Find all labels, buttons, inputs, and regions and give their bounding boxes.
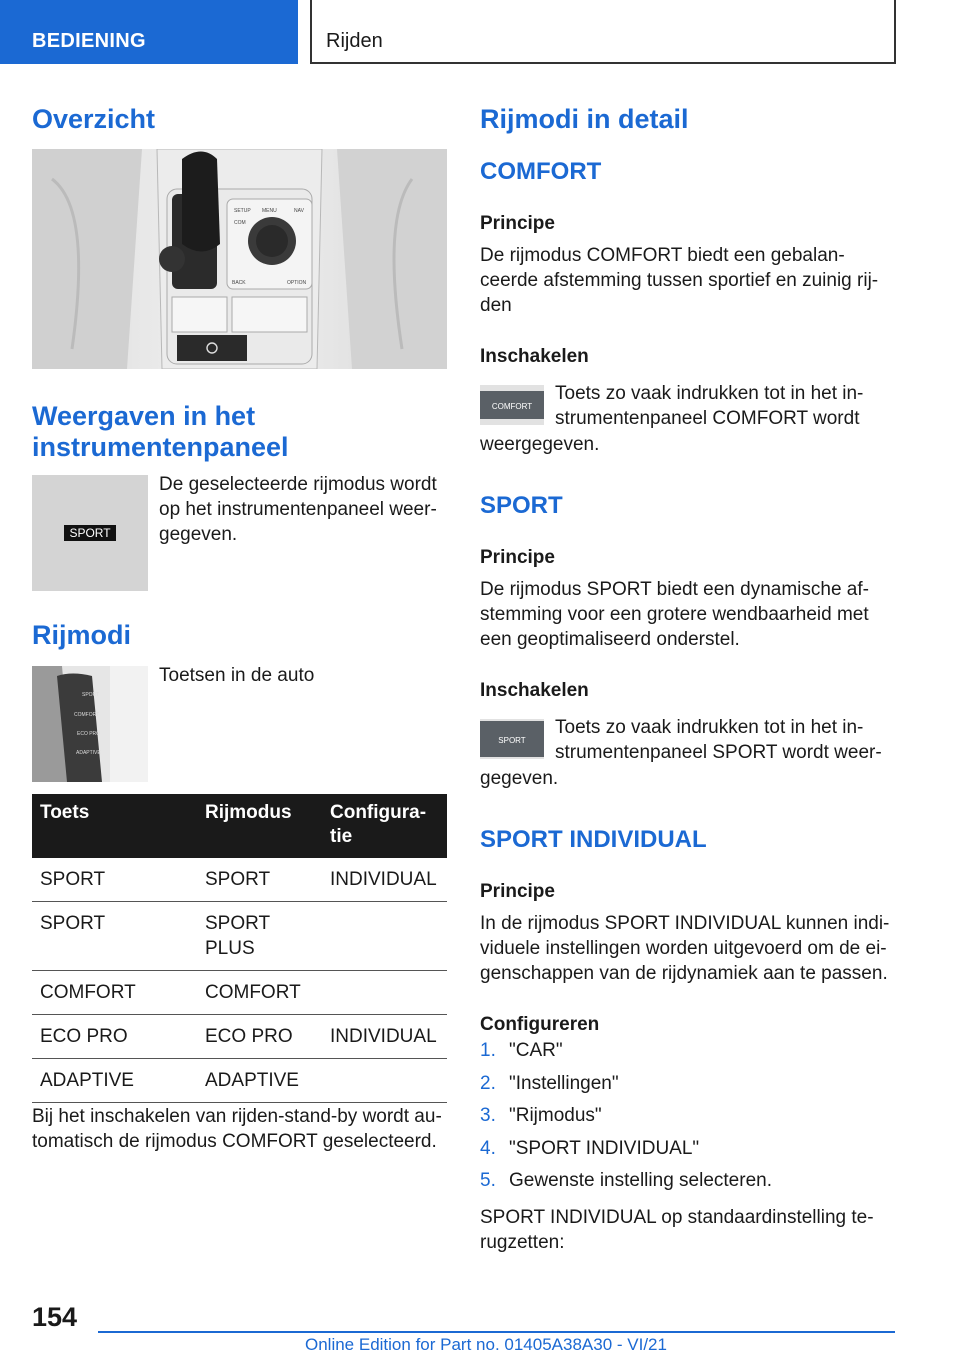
comfort-heading: COMFORT xyxy=(480,158,602,185)
table-cell: ECO PRO xyxy=(197,1015,322,1059)
table-cell: COMFORT xyxy=(197,971,322,1015)
text-line: Toets zo vaak indrukken tot in het in- xyxy=(555,383,864,404)
table-cell: INDIVIDUAL xyxy=(322,858,447,902)
individual-config-label: Configureren xyxy=(480,1014,600,1035)
table-cell: ECO PRO xyxy=(32,1015,197,1059)
text-line: De rijmodus SPORT biedt een dynamische af- xyxy=(480,579,869,600)
step-text: Gewenste instelling selecteren. xyxy=(509,1170,772,1191)
section-tab xyxy=(0,0,298,64)
console-label-com: COM xyxy=(234,220,246,226)
mode-button-label: SPORT xyxy=(82,692,100,698)
chapter-header xyxy=(310,0,896,64)
text-line: De rijmodus COMFORT biedt een gebalan- xyxy=(480,245,845,266)
sport-principle-label: Principe xyxy=(480,547,555,568)
comfort-principle-text xyxy=(480,243,878,318)
individual-reset-text xyxy=(480,1205,874,1255)
mode-buttons-image xyxy=(32,666,148,782)
comfort-enable-tail: weergegeven. xyxy=(480,434,600,455)
table-header-cell: Toets xyxy=(32,794,197,858)
step-text: "SPORT INDIVIDUAL" xyxy=(509,1137,700,1159)
display-description xyxy=(159,472,437,547)
individual-heading: SPORT INDIVIDUAL xyxy=(480,826,707,853)
sport-display-badge: SPORT xyxy=(69,526,111,540)
mode-button-label: ECO PRO xyxy=(77,731,101,737)
table-cell: SPORT xyxy=(197,858,322,902)
table-cell: ADAPTIVE xyxy=(197,1059,322,1103)
list-item: 4. "SPORT INDIVIDUAL" xyxy=(480,1137,700,1159)
console-label-menu: MENU xyxy=(262,208,277,214)
list-item: 3. "Rijmodus" xyxy=(480,1105,602,1126)
console-label-setup: SETUP xyxy=(234,208,251,214)
table-row xyxy=(32,971,447,1015)
table-cell: SPORT xyxy=(32,902,197,971)
text-line: Toets zo vaak indrukken tot in het in- xyxy=(555,717,864,738)
sport-display-image xyxy=(32,475,148,591)
comfort-enable-label: Inschakelen xyxy=(480,346,589,367)
display-title xyxy=(32,401,289,463)
sport-enable-text xyxy=(555,715,882,765)
table-header-cell: Configura- tie xyxy=(322,794,447,858)
table-header-cell: Rijmodus xyxy=(197,794,322,858)
mode-button-label: ADAPTIVE xyxy=(76,750,101,756)
modes-text: Toetsen in de auto xyxy=(159,665,315,686)
edition-text: Online Edition for Part no. 01405A38A30 - VI/21 xyxy=(305,1335,667,1354)
comfort-button-image xyxy=(480,385,544,425)
text-line: SPORT INDIVIDUAL op standaardinstelling te- xyxy=(480,1207,874,1228)
sport-enable-tail: gegeven. xyxy=(480,768,559,789)
display-text-line: gegeven. xyxy=(159,524,238,545)
console-photo xyxy=(32,149,447,369)
display-title-line1: Weergaven in het xyxy=(32,401,256,431)
modes-title: Rijmodi xyxy=(32,620,131,650)
text-line: strumentenpaneel SPORT wordt weer- xyxy=(555,742,882,763)
comfort-button-label: COMFORT xyxy=(491,402,533,411)
text-line: viduele instellingen worden uitgevoerd om de ei- xyxy=(480,938,887,959)
table-cell xyxy=(322,1059,447,1103)
text-line: rugzetten: xyxy=(480,1232,565,1253)
page-number: 154 xyxy=(32,1302,78,1332)
list-item: 5. Gewenste instelling selecteren. xyxy=(480,1170,772,1191)
comfort-enable-text xyxy=(555,381,863,431)
detail-title: Rijmodi in detail xyxy=(480,104,689,134)
table-row xyxy=(32,1059,447,1103)
table-row xyxy=(32,1015,447,1059)
sport-button-label: SPORT xyxy=(498,736,526,745)
text-line: stemming voor een grotere wendbaarheid met xyxy=(480,604,869,625)
step-text: "Instellingen" xyxy=(509,1072,619,1094)
overview-title: Overzicht xyxy=(32,104,156,134)
table-cell: INDIVIDUAL xyxy=(322,1015,447,1059)
mode-button-label: COMFORT xyxy=(74,712,100,718)
list-item: 1. "CAR" xyxy=(480,1040,563,1061)
modes-table xyxy=(32,794,447,1103)
chapter-title: Rijden xyxy=(326,30,383,52)
section-title: BEDIENING xyxy=(32,30,146,52)
console-label-option: OPTION xyxy=(287,280,307,286)
table-cell xyxy=(322,902,447,971)
after-table-line: Bij het inschakelen van rijden-stand-by wordt au- xyxy=(32,1106,442,1127)
text-line: genschappen van de rijdynamiek aan te passen. xyxy=(480,963,888,984)
table-cell: SPORT PLUS xyxy=(197,902,322,971)
sport-principle-text xyxy=(480,577,869,652)
display-title-line2: instrumentenpaneel xyxy=(32,432,289,462)
table-cell: COMFORT xyxy=(32,971,197,1015)
config-steps xyxy=(480,1040,772,1203)
comfort-principle-label: Principe xyxy=(480,213,555,234)
text-line: een geoptimaliseerd onderstel. xyxy=(480,629,740,650)
individual-principle-label: Principe xyxy=(480,881,555,902)
footer-divider xyxy=(98,1331,895,1333)
list-item: 2. "Instellingen" xyxy=(480,1072,619,1094)
display-text-line: De geselecteerde rijmodus wordt xyxy=(159,474,437,495)
sport-button-image xyxy=(480,719,544,759)
table-cell xyxy=(322,971,447,1015)
after-table-text xyxy=(32,1104,442,1154)
display-text-line: op het instrumentenpaneel weer- xyxy=(159,499,437,520)
sport-heading: SPORT xyxy=(480,492,563,519)
text-line: ceerde afstemming tussen sportief en zuinig rij- xyxy=(480,270,879,291)
step-text: "Rijmodus" xyxy=(509,1105,602,1126)
step-text: "CAR" xyxy=(509,1040,563,1061)
text-line: In de rijmodus SPORT INDIVIDUAL kunnen indi- xyxy=(480,913,890,934)
console-label-back: BACK xyxy=(232,280,246,286)
text-line: den xyxy=(480,295,512,316)
table-cell: ADAPTIVE xyxy=(32,1059,197,1103)
table-cell: SPORT xyxy=(32,858,197,902)
table-row xyxy=(32,902,447,971)
sport-enable-label: Inschakelen xyxy=(480,680,589,701)
table-row xyxy=(32,858,447,902)
text-line: strumentenpaneel COMFORT wordt xyxy=(555,408,860,429)
console-label-nav: NAV xyxy=(294,208,304,214)
individual-principle-text xyxy=(480,911,889,986)
table-header-row xyxy=(32,794,447,858)
after-table-line: tomatisch de rijmodus COMFORT geselecteerd. xyxy=(32,1131,437,1152)
